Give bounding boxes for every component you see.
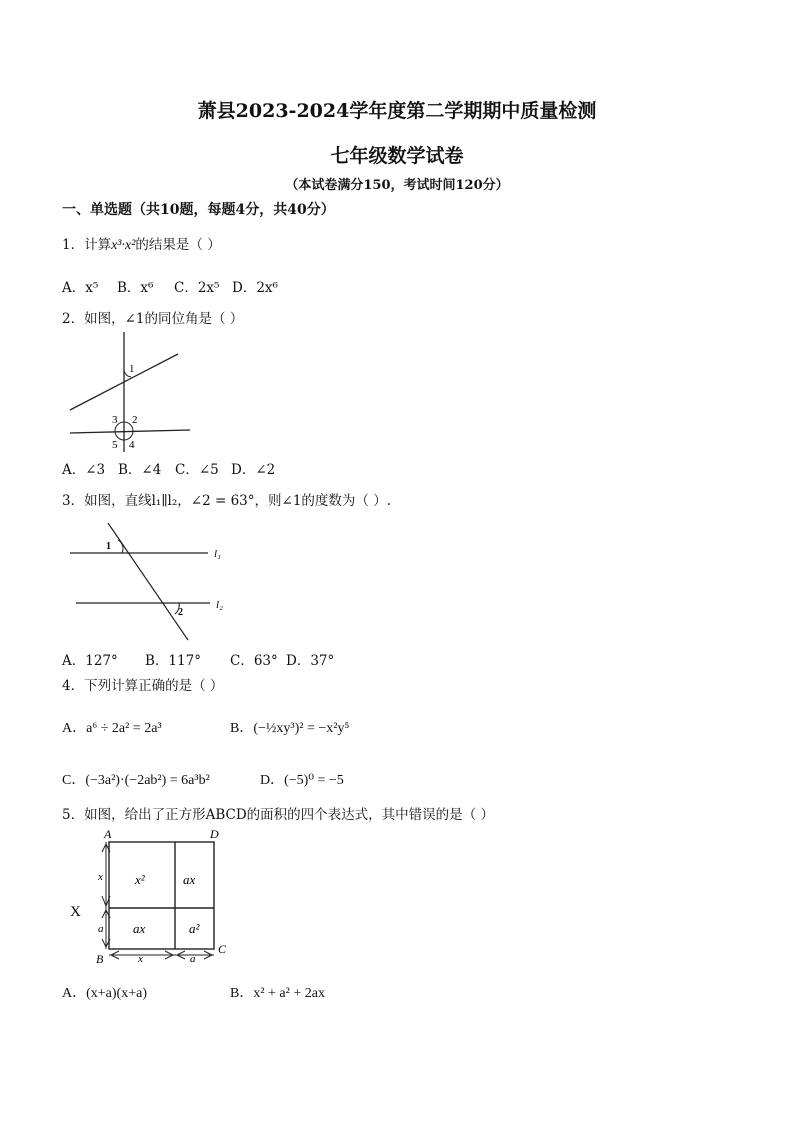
q5-label-b-vertex: B xyxy=(96,952,104,966)
q1-suffix: 的结果是（ ） xyxy=(135,237,221,253)
q5-label-d-vertex: D xyxy=(210,827,219,841)
q4-option-b[interactable]: B．(−½xy³)² = −x²y⁵ xyxy=(230,721,350,736)
q1-option-d[interactable]: D．2x⁶ xyxy=(232,280,278,296)
q1-option-c[interactable]: C．2x⁵ xyxy=(174,280,220,296)
q3-option-d[interactable]: D．37° xyxy=(286,653,335,669)
question-5-stem: 5．如图，给出了正方形ABCD的面积的四个表达式，其中错误的是（ ） xyxy=(62,807,494,823)
q3-option-b[interactable]: B．117° xyxy=(145,653,201,669)
q2-figure xyxy=(60,330,200,455)
q3-label-l1: l₁ xyxy=(214,548,221,560)
q2-label-4: 4 xyxy=(129,439,135,451)
question-3-stem: 3．如图，直线l₁∥l₂，∠2 = 63°，则∠1的度数为（ ）. xyxy=(62,493,391,509)
q5-side-x-left: x xyxy=(98,871,103,883)
q2-option-d[interactable]: D．∠2 xyxy=(231,462,276,478)
q5-cell-tr: ax xyxy=(183,872,196,887)
q5-option-b[interactable]: B．x² + a² + 2ax xyxy=(230,986,325,1001)
q5-side-a-left: a xyxy=(98,923,104,935)
q3-label-angle1: 1 xyxy=(106,541,111,552)
q5-cell-bl: ax xyxy=(133,921,146,936)
q5-label-c-vertex: C xyxy=(218,942,227,956)
exam-note: （本试卷满分150，考试时间120分） xyxy=(285,178,509,193)
q3-label-l2: l₂ xyxy=(216,599,223,611)
q4-option-d[interactable]: D．(−5)⁰ = −5 xyxy=(260,773,344,788)
q2-option-b[interactable]: B．∠4 xyxy=(118,462,162,478)
q5-figure xyxy=(62,822,242,967)
q1-option-a[interactable]: A．x⁵ xyxy=(62,280,99,296)
q5-cell-br: a² xyxy=(189,921,200,936)
q3-option-c[interactable]: C．63° xyxy=(230,653,278,669)
exam-title: 萧县2023-2024学年度第二学期期中质量检测 xyxy=(197,100,597,122)
q2-option-c[interactable]: C．∠5 xyxy=(175,462,219,478)
q3-option-a[interactable]: A．127° xyxy=(62,653,118,669)
q1-prefix: 1．计算 xyxy=(62,237,112,253)
q5-option-a[interactable]: A．(x+a)(x+a) xyxy=(62,986,147,1001)
q5-label-a-vertex: A xyxy=(104,827,112,841)
q3-label-angle2: 2 xyxy=(178,607,183,618)
q3-figure xyxy=(60,518,240,643)
q2-label-5: 5 xyxy=(112,439,118,451)
exam-subtitle: 七年级数学试卷 xyxy=(330,145,464,167)
q1-option-b[interactable]: B．x⁶ xyxy=(117,280,154,296)
q5-label-x: X xyxy=(70,904,81,920)
q2-option-a[interactable]: A．∠3 xyxy=(62,462,106,478)
question-4-stem: 4．下列计算正确的是（ ） xyxy=(62,678,224,694)
q5-cell-tl: x² xyxy=(135,872,145,887)
q2-label-1: 1 xyxy=(129,363,135,375)
q5-side-x-bottom: x xyxy=(138,953,143,965)
q1-expr: x³·x² xyxy=(111,238,136,253)
q5-side-a-bottom: a xyxy=(190,953,196,965)
q2-label-2: 2 xyxy=(132,414,138,426)
q2-label-3: 3 xyxy=(112,414,118,426)
question-2-stem: 2．如图，∠1的同位角是（ ） xyxy=(62,311,244,327)
section-heading: 一、单选题（共10题，每题4分，共40分） xyxy=(62,202,335,218)
q4-option-c[interactable]: C．(−3a²)·(−2ab²) = 6a³b² xyxy=(62,773,210,788)
q4-option-a[interactable]: A．a⁶ ÷ 2a² = 2a³ xyxy=(62,721,162,736)
question-1-stem xyxy=(62,233,221,254)
